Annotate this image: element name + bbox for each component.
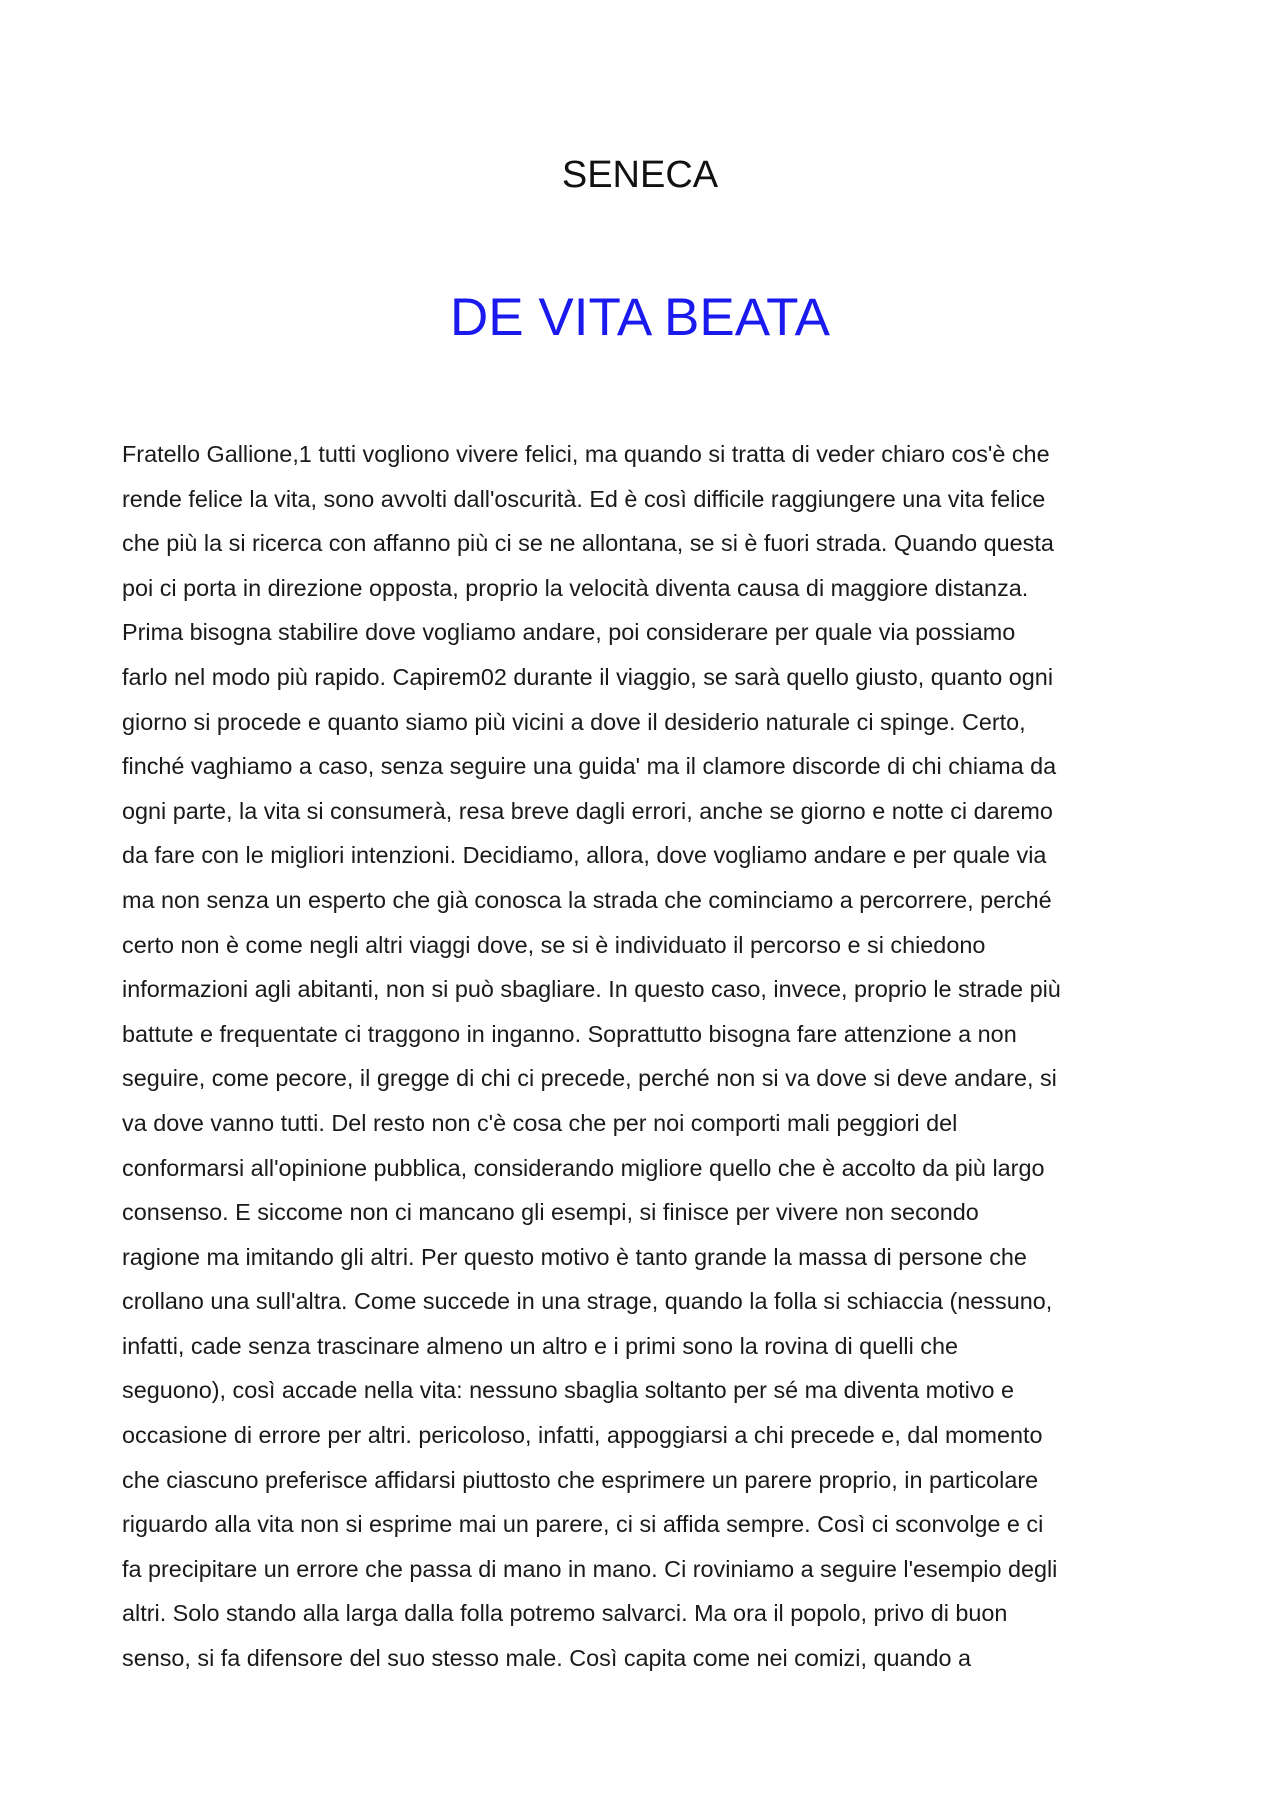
text-line: occasione di errore per altri. pericoloso, infatti, appoggiarsi a chi precede e, dal momento: [122, 1422, 1043, 1449]
text-line: farlo nel modo più rapido. Capirem02 durante il viaggio, se sarà quello giusto, quanto ogni: [122, 663, 1054, 690]
text-line: ogni parte, la vita si consumerà, resa breve dagli errori, anche se giorno e notte ci daremo: [122, 797, 1053, 824]
document-title: DE VITA BEATA: [450, 288, 830, 347]
text-line: ma non senza un esperto che già conosca la strada che cominciamo a percorrere, perché: [122, 886, 1052, 913]
text-line: rende felice la vita, sono avvolti dall'oscurità. Ed è così difficile raggiungere una vita felice: [122, 485, 1046, 512]
author-heading: SENECA: [561, 154, 719, 196]
text-line: informazioni agli abitanti, non si può sbagliare. In questo caso, invece, proprio le strade più: [122, 976, 1061, 1003]
text-line: giorno si procede e quanto siamo più vicini a dove il desiderio naturale ci spinge. Certo,: [122, 708, 1026, 735]
text-line: Prima bisogna stabilire dove vogliamo andare, poi considerare per quale via possiamo: [122, 619, 1016, 646]
text-line: che ciascuno preferisce affidarsi piuttosto che esprimere un parere proprio, in particolare: [122, 1466, 1039, 1493]
text-line: seguono), così accade nella vita: nessuno sbaglia soltanto per sé ma diventa motivo e: [122, 1377, 1014, 1404]
text-line: fa precipitare un errore che passa di mano in mano. Ci roviniamo a seguire l'esempio degli: [122, 1555, 1058, 1582]
text-line: seguire, come pecore, il gregge di chi ci precede, perché non si va dove si deve andare, si: [122, 1065, 1057, 1092]
text-line: certo non è come negli altri viaggi dove, se si è individuato il percorso e si chiedono: [122, 931, 986, 958]
text-line: finché vaghiamo a caso, senza seguire una guida' ma il clamore discorde di chi chiama da: [122, 753, 1057, 780]
text-line: ragione ma imitando gli altri. Per questo motivo è tanto grande la massa di persone che: [122, 1243, 1027, 1270]
text-line: conformarsi all'opinione pubblica, considerando migliore quello che è accolto da più largo: [122, 1154, 1045, 1181]
text-line: consenso. E siccome non ci mancano gli esempi, si finisce per vivere non secondo: [122, 1199, 979, 1226]
text-line: infatti, cade senza trascinare almeno un altro e i primi sono la rovina di quelli che: [122, 1332, 959, 1359]
text-line: va dove vanno tutti. Del resto non c'è cosa che per noi comporti mali peggiori del: [122, 1109, 958, 1136]
text-line: poi ci porta in direzione opposta, proprio la velocità diventa causa di maggiore distanza.: [122, 574, 1029, 601]
text-line: crollano una sull'altra. Come succede in una strage, quando la folla si schiaccia (nessuno,: [122, 1288, 1053, 1315]
text-line: che più la si ricerca con affanno più ci se ne allontana, se si è fuori strada. Quando questa: [122, 530, 1054, 557]
text-line: riguardo alla vita non si esprime mai un parere, ci si affida sempre. Così ci sconvolge e ci: [122, 1511, 1044, 1538]
body-paragraph: [122, 432, 1182, 1681]
text-line: senso, si fa difensore del suo stesso male. Così capita come nei comizi, quando a: [122, 1645, 972, 1672]
text-line: altri. Solo stando alla larga dalla folla potremo salvarci. Ma ora il popolo, privo di buon: [122, 1600, 1008, 1627]
text-line: Fratello Gallione,1 tutti vogliono vivere felici, ma quando si tratta di veder chiaro cos'è che: [122, 441, 1050, 467]
text-line: da fare con le migliori intenzioni. Decidiamo, allora, dove vogliamo andare e per quale via: [122, 842, 1047, 869]
text-line: battute e frequentate ci traggono in inganno. Soprattutto bisogna fare attenzione a non: [122, 1020, 1017, 1047]
